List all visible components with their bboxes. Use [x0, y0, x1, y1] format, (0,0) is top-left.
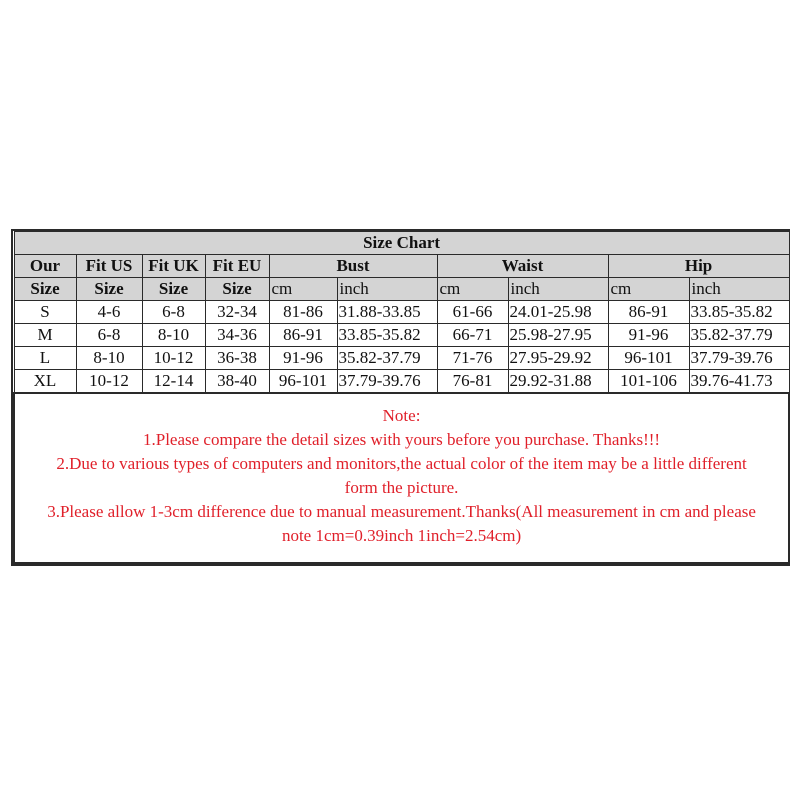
cell-us: 8-10	[76, 347, 142, 370]
cell-waist-inch: 29.92-31.88	[508, 370, 608, 394]
cell-hip-inch: 37.79-39.76	[689, 347, 789, 370]
cell-hip-cm: 96-101	[608, 347, 689, 370]
size-chart	[11, 229, 790, 566]
unit-waist-cm: cm	[437, 278, 508, 301]
cell-size: S	[14, 301, 76, 324]
cell-uk: 6-8	[142, 301, 205, 324]
cell-size: L	[14, 347, 76, 370]
note-line-2: 2.Due to various types of computers and monitors,the actual color of the item may be a little different	[56, 454, 747, 473]
cell-waist-inch: 27.95-29.92	[508, 347, 608, 370]
cell-us: 10-12	[76, 370, 142, 394]
cell-us: 4-6	[76, 301, 142, 324]
cell-waist-cm: 66-71	[437, 324, 508, 347]
header-fit-us: Fit US	[76, 255, 142, 278]
note-line-3: 3.Please allow 1-3cm difference due to manual measurement.Thanks(All measurement in cm and please	[47, 502, 756, 521]
cell-bust-cm: 91-96	[269, 347, 337, 370]
cell-bust-cm: 86-91	[269, 324, 337, 347]
header-fit-uk-2: Size	[142, 278, 205, 301]
header-our-size: Our	[14, 255, 76, 278]
unit-waist-inch: inch	[508, 278, 608, 301]
header-fit-eu: Fit EU	[205, 255, 269, 278]
unit-bust-cm: cm	[269, 278, 337, 301]
table-row	[14, 324, 789, 347]
cell-hip-cm: 91-96	[608, 324, 689, 347]
cell-eu: 38-40	[205, 370, 269, 394]
cell-waist-cm: 71-76	[437, 347, 508, 370]
cell-bust-inch: 37.79-39.76	[337, 370, 437, 394]
cell-bust-inch: 33.85-35.82	[337, 324, 437, 347]
cell-eu: 32-34	[205, 301, 269, 324]
cell-waist-cm: 61-66	[437, 301, 508, 324]
size-chart-table	[13, 231, 790, 564]
cell-hip-inch: 39.76-41.73	[689, 370, 789, 394]
unit-hip-cm: cm	[608, 278, 689, 301]
note-line-1: 1.Please compare the detail sizes with yours before you purchase. Thanks!!!	[143, 430, 661, 449]
table-row	[14, 347, 789, 370]
unit-bust-inch: inch	[337, 278, 437, 301]
unit-hip-inch: inch	[689, 278, 789, 301]
note-line-3-cont: note 1cm=0.39inch 1inch=2.54cm)	[281, 526, 522, 545]
chart-title: Size Chart	[14, 232, 789, 255]
cell-hip-inch: 33.85-35.82	[689, 301, 789, 324]
cell-waist-cm: 76-81	[437, 370, 508, 394]
table-row	[14, 370, 789, 394]
cell-us: 6-8	[76, 324, 142, 347]
note-section	[14, 393, 789, 563]
header-hip: Hip	[608, 255, 789, 278]
cell-uk: 8-10	[142, 324, 205, 347]
cell-bust-cm: 81-86	[269, 301, 337, 324]
cell-hip-cm: 101-106	[608, 370, 689, 394]
cell-bust-inch: 31.88-33.85	[337, 301, 437, 324]
cell-hip-cm: 86-91	[608, 301, 689, 324]
note-line-2-cont: form the picture.	[344, 478, 459, 497]
header-fit-uk: Fit UK	[142, 255, 205, 278]
cell-eu: 34-36	[205, 324, 269, 347]
cell-size: XL	[14, 370, 76, 394]
header-waist: Waist	[437, 255, 608, 278]
cell-bust-inch: 35.82-37.79	[337, 347, 437, 370]
note-heading: Note:	[382, 406, 421, 425]
cell-waist-inch: 24.01-25.98	[508, 301, 608, 324]
header-our-size-2: Size	[14, 278, 76, 301]
cell-waist-inch: 25.98-27.95	[508, 324, 608, 347]
header-fit-eu-2: Size	[205, 278, 269, 301]
cell-eu: 36-38	[205, 347, 269, 370]
cell-hip-inch: 35.82-37.79	[689, 324, 789, 347]
cell-uk: 10-12	[142, 347, 205, 370]
cell-size: M	[14, 324, 76, 347]
table-row	[14, 301, 789, 324]
cell-uk: 12-14	[142, 370, 205, 394]
header-fit-us-2: Size	[76, 278, 142, 301]
cell-bust-cm: 96-101	[269, 370, 337, 394]
header-bust: Bust	[269, 255, 437, 278]
